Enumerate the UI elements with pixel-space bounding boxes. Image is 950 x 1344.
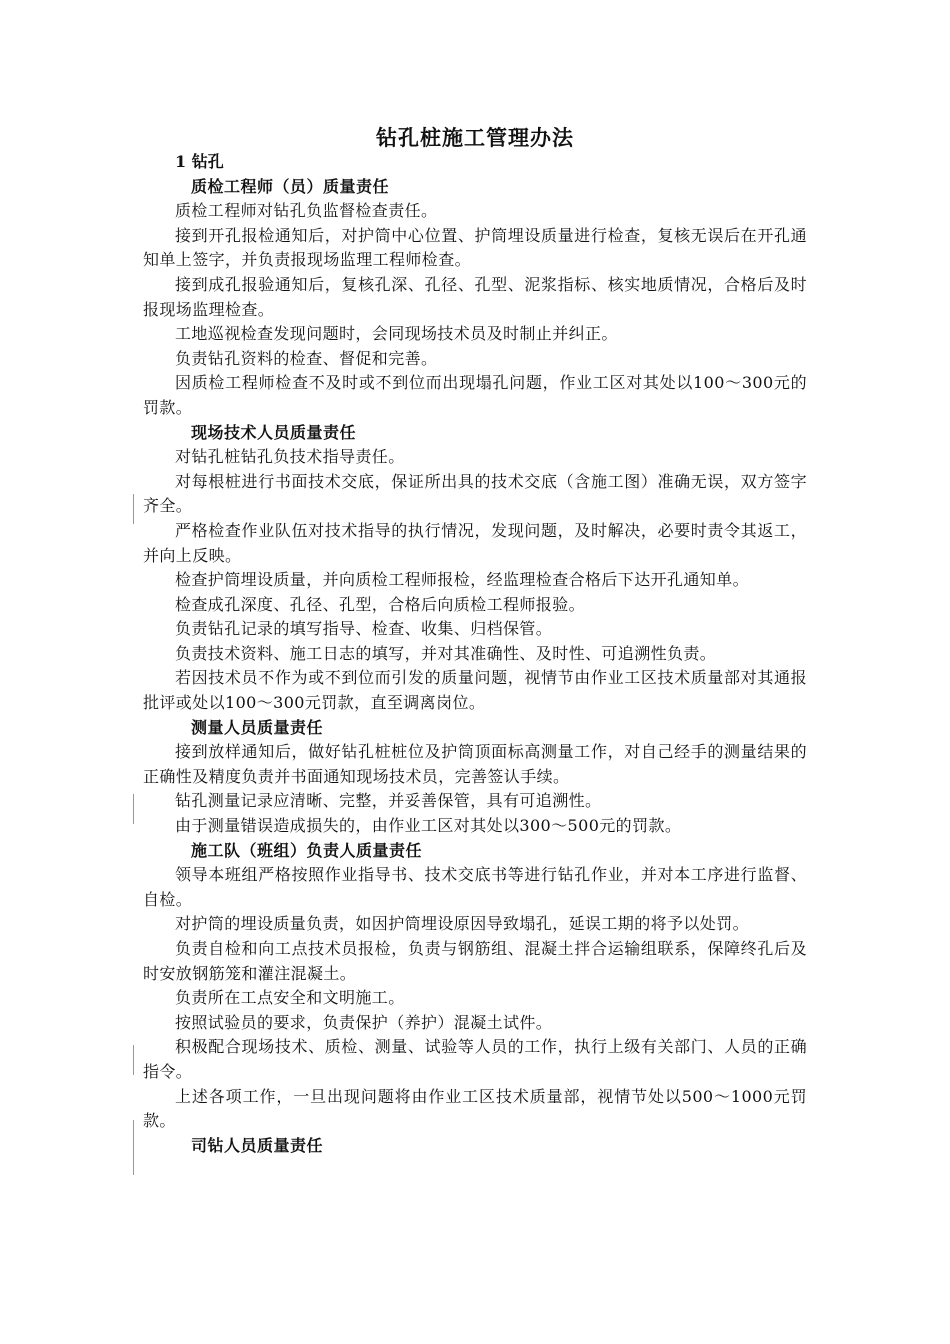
- document-body: [143, 150, 807, 1158]
- subsection-heading: 测量人员质量责任: [191, 717, 324, 737]
- subsection-heading: 施工队（班组）负责人质量责任: [191, 840, 423, 860]
- section-heading: 1 钻孔: [175, 152, 224, 171]
- paragraph: 负责自检和向工点技术员报检，负责与钢筋组、混凝土拌合运输组联系，保障终孔后及时安放钢筋笼和灌注混凝土。: [143, 939, 807, 983]
- subsection-heading: 质检工程师（员）质量责任: [191, 176, 390, 196]
- paragraph: 检查护筒埋设质量，并向质检工程师报检，经监理检查合格后下达开孔通知单。: [175, 570, 750, 590]
- margin-change-bar: [133, 1045, 134, 1075]
- paragraph: 积极配合现场技术、质检、测量、试验等人员的工作，执行上级有关部门、人员的正确指令。: [143, 1037, 807, 1081]
- paragraph: 严格检查作业队伍对技术指导的执行情况，发现问题，及时解决，必要时责令其返工，并向上反映。: [143, 520, 807, 565]
- subsection-heading: 现场技术人员质量责任: [191, 422, 357, 442]
- paragraph: 质检工程师对钻孔负监督检查责任。: [175, 201, 438, 221]
- paragraph: 对每根桩进行书面技术交底，保证所出具的技术交底（含施工图）准确无误，双方签字齐全。: [143, 471, 807, 516]
- paragraph: 对钻孔桩钻孔负技术指导责任。: [175, 447, 405, 467]
- paragraph: 检查成孔深度、孔径、孔型，合格后向质检工程师报验。: [175, 594, 586, 614]
- paragraph: 因质检工程师检查不及时或不到位而出现塌孔问题，作业工区对其处以100～300元的罚款。: [143, 373, 807, 417]
- subsection-heading: 司钻人员质量责任: [191, 1135, 324, 1155]
- margin-change-bar: [133, 1145, 134, 1175]
- paragraph: 领导本班组严格按照作业指导书、技术交底书等进行钻孔作业，并对本工序进行监督、自检。: [143, 865, 807, 909]
- paragraph: 负责钻孔记录的填写指导、检查、收集、归档保管。: [175, 619, 553, 639]
- paragraph: 钻孔测量记录应清晰、完整，并妥善保管，具有可追溯性。: [175, 791, 602, 811]
- paragraph: 接到成孔报验通知后，复核孔深、孔径、孔型、泥浆指标、核实地质情况，合格后及时报现场监理检查。: [143, 274, 807, 319]
- paragraph: 负责所在工点安全和文明施工。: [175, 988, 405, 1008]
- paragraph: 对护筒的埋设质量负责，如因护筒埋设原因导致塌孔，延误工期的将予以处罚。: [175, 914, 750, 934]
- margin-change-bar: [133, 794, 134, 824]
- paragraph: 负责技术资料、施工日志的填写，并对其准确性、及时性、可追溯性负责。: [175, 643, 717, 663]
- paragraph: 负责钻孔资料的检查、督促和完善。: [175, 348, 438, 368]
- paragraph: 工地巡视检查发现问题时，会同现场技术员及时制止并纠正。: [175, 324, 618, 344]
- paragraph: 由于测量错误造成损失的，由作业工区对其处以300～500元的罚款。: [175, 816, 682, 836]
- paragraph: 若因技术员不作为或不到位而引发的质量问题，视情节由作业工区技术质量部对其通报批评或处以100～300元罚款，直至调离岗位。: [143, 668, 807, 713]
- paragraph: 接到开孔报检通知后，对护筒中心位置、护筒埋设质量进行检查，复核无误后在开孔通知单上签字，并负责报现场监理工程师检查。: [143, 225, 807, 270]
- paragraph: 上述各项工作，一旦出现问题将由作业工区技术质量部，视情节处以500～1000元罚款。: [143, 1086, 807, 1131]
- paragraph: 按照试验员的要求，负责保护（养护）混凝土试件。: [175, 1012, 553, 1032]
- margin-change-bar: [133, 494, 134, 524]
- paragraph: 接到放样通知后，做好钻孔桩桩位及护筒顶面标高测量工作，对自己经手的测量结果的正确性及精度负责并书面通知现场技术员，完善签认手续。: [143, 742, 807, 786]
- document-title: 钻孔桩施工管理办法: [376, 125, 574, 150]
- responsibility-blocks: [143, 175, 807, 1159]
